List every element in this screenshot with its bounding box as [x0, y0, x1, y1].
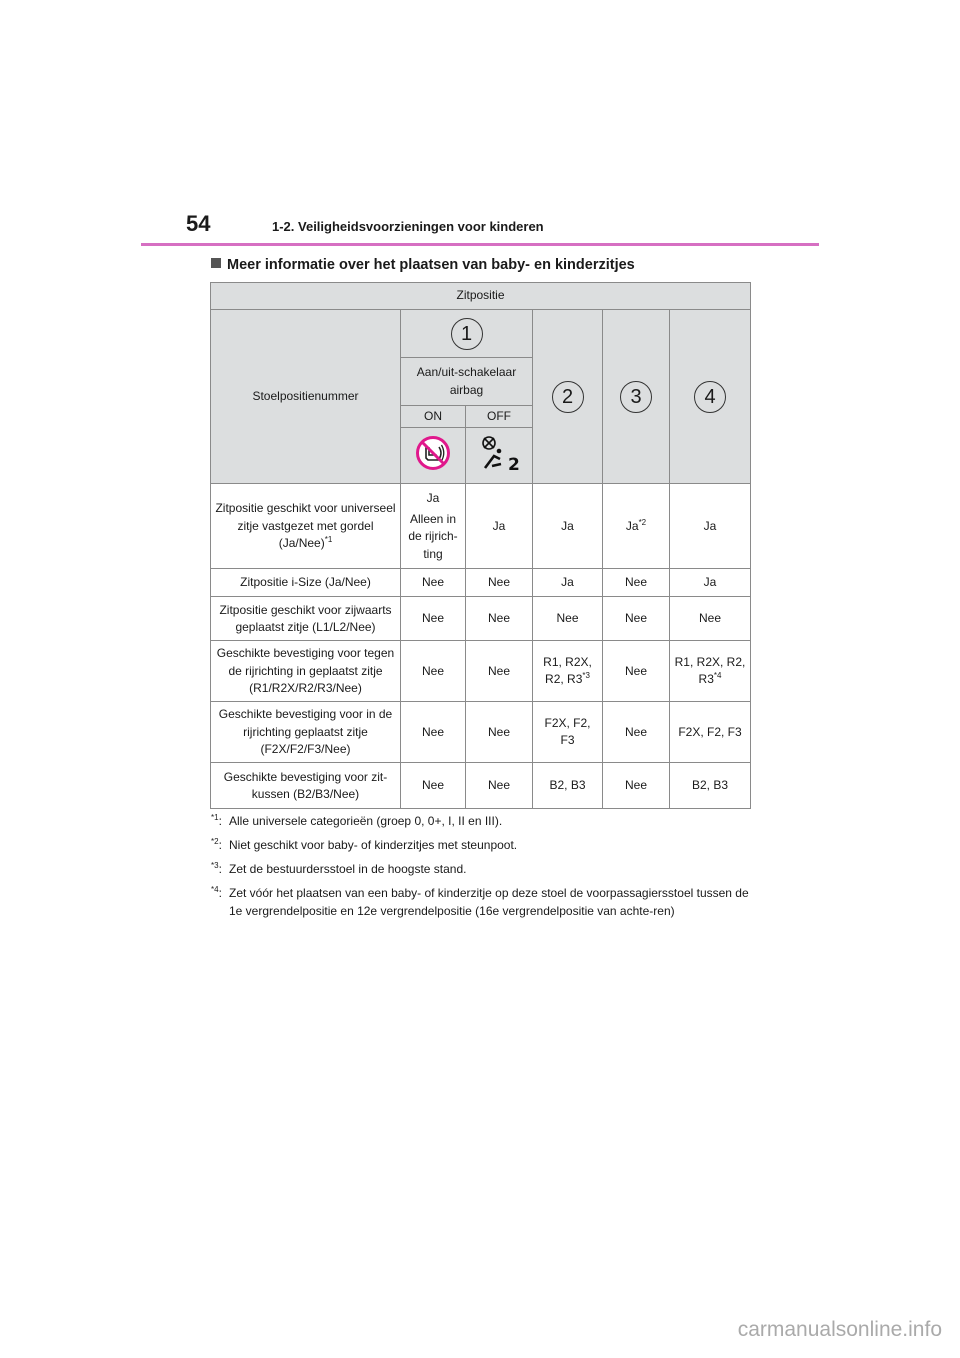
cell-pos4: Nee	[670, 597, 751, 641]
cell-off: Nee	[466, 641, 533, 702]
row-label: Geschikte bevestiging voor zit-kussen (B2/B3/Nee)	[211, 763, 401, 809]
cell-pos2: Ja	[533, 484, 603, 569]
cell-on	[401, 484, 466, 569]
seat-position-table	[210, 282, 751, 809]
no-rear-facing-child-seat-airbag-icon	[416, 436, 450, 470]
row-label: Geschikte bevestiging voor in de rijrichting geplaatst zitje (F2X/F2/F3/Nee)	[211, 702, 401, 763]
footnotes	[211, 812, 751, 926]
cell-pos3: Nee	[603, 641, 670, 702]
airbag-switch-label: Aan/uit-schakelaar airbag	[401, 358, 533, 406]
row-label: Geschikte bevestiging voor tegen de rijrichting in geplaatst zitje (R1/R2X/R2/R3/Nee)	[211, 641, 401, 702]
row-label: Zitpositie geschikt voor zijwaarts geplaatst zitje (L1/L2/Nee)	[211, 597, 401, 641]
cell-pos3: Nee	[603, 763, 670, 809]
position-4-number: 4	[694, 381, 726, 413]
cell-off: Nee	[466, 569, 533, 597]
airbag-off-child-seat-icon	[479, 434, 519, 472]
airbag-off-badge-digit: 2	[508, 455, 519, 473]
cell-pos4: B2, B3	[670, 763, 751, 809]
cell-on: Nee	[401, 763, 466, 809]
row-header-label: Stoelpositienummer	[211, 310, 401, 484]
position-2-header	[533, 310, 603, 484]
cell-pos4: R1, R2X, R2, R3$^{*4}$	[670, 641, 751, 702]
bullet-square-icon	[211, 258, 221, 268]
cell-pos2: B2, B3	[533, 763, 603, 809]
cell-on: Nee	[401, 641, 466, 702]
page-number: 54	[186, 211, 211, 236]
cell-pos3: Ja$^{*2}$	[603, 484, 670, 569]
header-divider	[141, 243, 819, 246]
row-label: Zitpositie i-Size (Ja/Nee)	[211, 569, 401, 597]
cell-on-note: Alleen in de rijrich-ting	[408, 512, 458, 561]
cell-on: Nee	[401, 569, 466, 597]
switch-off-icon-cell	[466, 428, 533, 484]
cell-pos2: Ja	[533, 569, 603, 597]
cell-on: Nee	[401, 702, 466, 763]
cell-off: Nee	[466, 597, 533, 641]
section-heading	[211, 257, 635, 273]
cell-off: Ja	[466, 484, 533, 569]
footnote: $^{*4}$: Zet vóór het plaatsen van een baby- of kinderzitje op deze stoel de voorpassagiersstoel tussen de 1e vergrendelpositie en 12e vergrendelpositie (16e vergrendelpositie van achte-ren)	[211, 885, 749, 918]
position-1-number: 1	[451, 318, 483, 350]
cell-pos3: Nee	[603, 702, 670, 763]
chapter-title: 1-2. Veiligheidsvoorzieningen voor kinderen	[272, 219, 544, 234]
cell-pos4: F2X, F2, F3	[670, 702, 751, 763]
row-label: Zitpositie geschikt voor universeel zitje vastgezet met gordel $(Ja/Nee)^{*1}$	[211, 484, 401, 569]
cell-pos3: Nee	[603, 597, 670, 641]
position-1-header	[401, 310, 533, 358]
footnote: $^{*1}$: Alle universele categorieën (groep 0, 0+, I, II en III).	[211, 813, 503, 828]
cell-pos2: Nee	[533, 597, 603, 641]
cell-off: Nee	[466, 763, 533, 809]
position-4-header	[670, 310, 751, 484]
section-heading-text: Meer informatie over het plaatsen van baby- en kinderzitjes	[227, 257, 635, 273]
cell-pos3: Nee	[603, 569, 670, 597]
cell-off: Nee	[466, 702, 533, 763]
footnote: $^{*3}$: Zet de bestuurdersstoel in de hoogste stand.	[211, 861, 467, 876]
cell-pos4: Ja	[670, 484, 751, 569]
position-3-header	[603, 310, 670, 484]
switch-on-icon-cell	[401, 428, 466, 484]
cell-pos4: Ja	[670, 569, 751, 597]
switch-on-label: ON	[401, 406, 466, 428]
position-2-number: 2	[552, 381, 584, 413]
switch-off-label: OFF	[466, 406, 533, 428]
cell-pos2: R1, R2X, R2, R3$^{*3}$	[533, 641, 603, 702]
cell-on: Nee	[401, 597, 466, 641]
watermark: carmanualsonline.info	[737, 1318, 942, 1341]
table-title: Zitpositie	[211, 283, 751, 310]
position-3-number: 3	[620, 381, 652, 413]
cell-on-main: Ja	[426, 490, 440, 505]
footnote: $^{*2}$: Niet geschikt voor baby- of kinderzitjes met steunpoot.	[211, 837, 518, 852]
cell-pos2: F2X, F2, F3	[533, 702, 603, 763]
